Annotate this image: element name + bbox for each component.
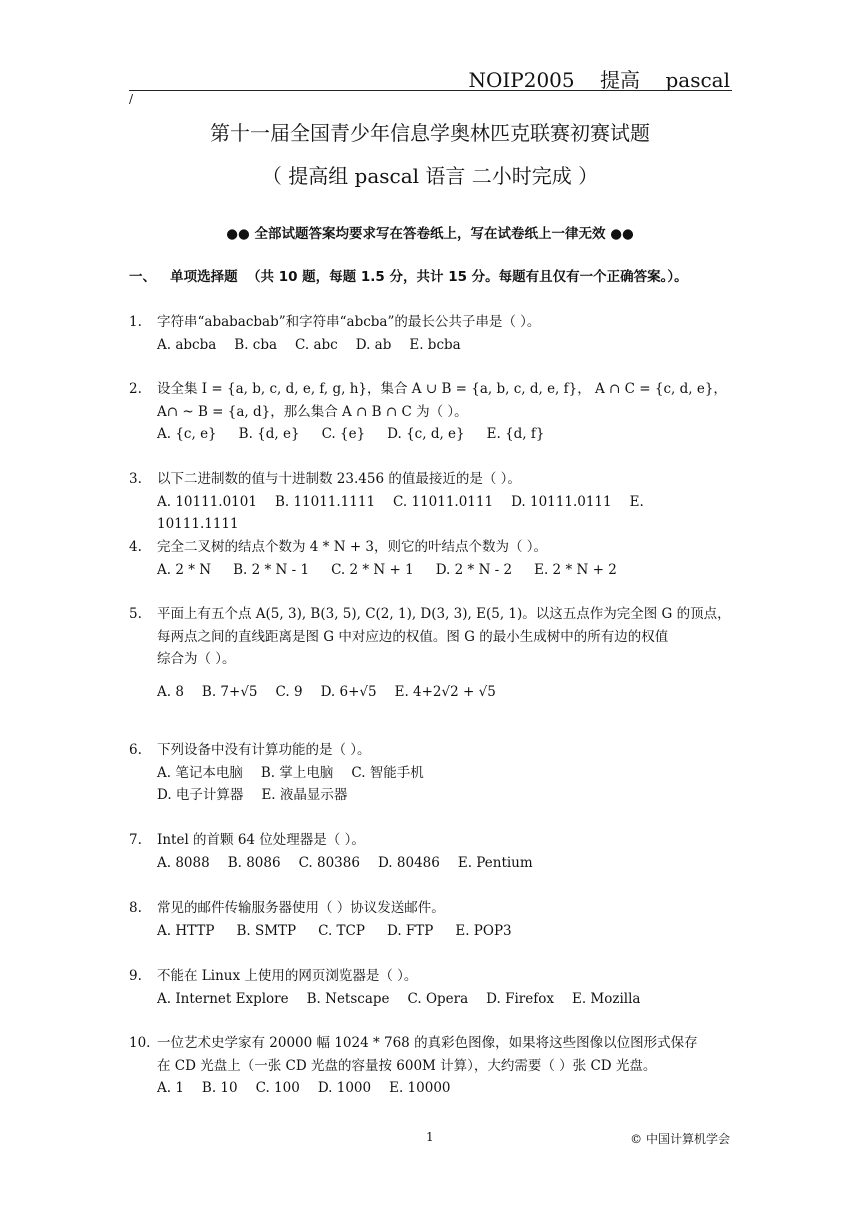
option-c: C. TCP [318, 922, 365, 939]
question-5 [129, 603, 735, 703]
option-a: A. 10111.0101 [157, 493, 257, 510]
option-a: A. HTTP [157, 922, 215, 939]
option-c: C. 2 * N + 1 [331, 561, 414, 578]
option-b: B. 掌上电脑 [260, 764, 334, 781]
question-stem-line-2: 每两点之间的直线距离是图 G 中对应边的权值。图 G 的最小生成树中的所有边的权值 [157, 628, 669, 645]
option-d: D. FTP [386, 922, 434, 939]
answer-notice: ●● 全部试题答案均要求写在答卷纸上，写在试卷纸上一律无效 ●● [226, 226, 634, 242]
option-a: A. 1 [157, 1080, 184, 1096]
question-6 [129, 739, 735, 807]
question-number: 10. [129, 1035, 151, 1051]
option-c: C. 11011.0111 [393, 493, 494, 510]
option-e: E. POP3 [455, 922, 512, 939]
question-stem: 设全集 I = {a, b, c, d, e, f, g, h}，集合 A ∪ B = {a, b, c, d, e, f}， A ∩ C = {c, d, e}， [157, 381, 727, 397]
question-3 [129, 468, 735, 536]
question-number: 9. [129, 968, 142, 984]
question-stem: 平面上有五个点 A(5, 3), B(3, 5), C(2, 1), D(3, 3), E(5, 1)。以这五点作为完全图 G 的顶点， [157, 606, 731, 622]
question-7 [129, 829, 735, 874]
header-divider [129, 90, 732, 91]
option-b: B. 10 [201, 1080, 238, 1096]
question-number: 1. [129, 314, 142, 330]
question-stem: 不能在 Linux 上使用的网页浏览器是（ ）。 [157, 968, 418, 984]
option-e: E. {d, f} [486, 426, 545, 442]
option-d: D. 80486 [377, 854, 440, 871]
option-e: E. Mozilla [571, 990, 641, 1007]
option-c: C. 100 [255, 1080, 300, 1096]
option-e: E. 2 * N + 2 [534, 561, 617, 578]
question-stem: 常见的邮件传输服务器使用（ ）协议发送邮件。 [157, 900, 445, 916]
option-d: D. 1000 [317, 1080, 372, 1096]
question-9 [129, 965, 735, 1010]
question-stem: Intel 的首颗 64 位处理器是（ ）。 [157, 832, 365, 848]
question-number: 6. [129, 742, 142, 758]
question-number: 3. [129, 471, 142, 487]
option-e: E. 10000 [389, 1080, 451, 1096]
question-4 [129, 536, 735, 581]
option-row [157, 762, 735, 785]
option-b: B. 2 * N - 1 [233, 561, 310, 578]
option-row [157, 423, 735, 446]
option-a: A. 8 [157, 683, 184, 700]
question-number: 5. [129, 606, 142, 622]
option-e: E. 4+2√2 + √5 [394, 683, 496, 700]
option-row [157, 1077, 735, 1100]
option-b: B. 11011.1111 [274, 493, 376, 510]
question-1 [129, 311, 735, 356]
option-d: D. 2 * N - 2 [435, 561, 513, 578]
option-a: A. 2 * N [157, 561, 212, 578]
option-a: A. 笔记本电脑 [157, 764, 243, 781]
question-stem: 字符串“ababacbab”和字符串“abcba”的最长公共子串是（ ）。 [157, 314, 541, 330]
option-c: C. 9 [275, 683, 303, 700]
section-heading: 一、 单项选择题 （共 10 题，每题 1.5 分，共计 15 分。每题有且仅有一个正确答案。）。 [129, 269, 688, 285]
option-row [157, 988, 735, 1011]
option-row [157, 559, 735, 582]
option-a: A. Internet Explore [157, 990, 289, 1007]
option-b: B. 7+√5 [201, 683, 258, 700]
question-number: 2. [129, 381, 142, 397]
exam-title: 第十一届全国青少年信息学奥林匹克联赛初赛试题 [210, 121, 650, 145]
option-e: E. bcba [409, 336, 461, 353]
header-mark: / [129, 92, 134, 106]
option-e: E. Pentium [457, 854, 533, 871]
option-d: D. 电子计算器 [157, 787, 244, 803]
option-d: D. {c, d, e} [387, 426, 465, 442]
option-c: C. abc [295, 336, 338, 353]
question-stem-line-3: 综合为（ ）。 [157, 651, 236, 667]
copyright-notice: © 中国计算机学会 [630, 1132, 730, 1146]
page-number: 1 [426, 1130, 434, 1144]
option-b: B. SMTP [236, 922, 297, 939]
option-c: C. 智能手机 [351, 764, 424, 781]
option-row [157, 852, 735, 875]
question-stem: 以下二进制数的值与十进制数 23.456 的值最接近的是（ ）。 [157, 471, 521, 487]
option-e: E. 10111.1111 [157, 493, 644, 532]
option-b: B. {d, e} [238, 426, 300, 442]
question-10 [129, 1032, 735, 1100]
option-c: C. {e} [321, 426, 366, 442]
question-stem: 完全二叉树的结点个数为 4 * N + 3，则它的叶结点个数为（ ）。 [157, 539, 548, 555]
option-row [157, 334, 735, 357]
option-a: A. {c, e} [157, 426, 217, 442]
option-b: B. 8086 [227, 854, 281, 871]
option-b: B. Netscape [306, 990, 390, 1007]
question-stem: 下列设备中没有计算功能的是（ ）。 [157, 742, 371, 758]
question-number: 8. [129, 900, 142, 916]
question-8 [129, 897, 735, 942]
option-d: D. Firefox [486, 990, 554, 1007]
option-e: E. 液晶显示器 [261, 787, 348, 803]
option-row [157, 681, 735, 704]
option-d: D. 6+√5 [320, 683, 377, 700]
question-number: 4. [129, 539, 142, 555]
question-stem-line-2: A∩ ~ B = {a, d}，那么集合 A ∩ B ∩ C 为（ ）。 [157, 403, 468, 420]
exam-subtitle: （ 提高组 pascal 语言 二小时完成 ） [261, 164, 599, 188]
question-stem-line-2: 在 CD 光盘上（一张 CD 光盘的容量按 600M 计算），大约需要（ ）张 CD 光盘。 [157, 1057, 657, 1074]
question-stem: 一位艺术史学家有 20000 幅 1024 * 768 的真彩色图像，如果将这些图像以位图形式保存 [157, 1035, 698, 1051]
option-d: D. ab [355, 336, 392, 353]
page-header: NOIP2005 提高 pascal [468, 68, 730, 92]
option-d: D. 10111.0111 [511, 493, 612, 510]
option-row-2 [157, 784, 735, 807]
option-row [157, 491, 735, 536]
option-row [157, 920, 735, 943]
option-b: B. cba [234, 336, 278, 353]
option-c: C. 80386 [298, 854, 360, 871]
question-2 [129, 378, 735, 446]
option-a: A. 8088 [157, 854, 210, 871]
question-number: 7. [129, 832, 142, 848]
option-a: A. abcba [157, 336, 217, 353]
option-c: C. Opera [407, 990, 469, 1007]
